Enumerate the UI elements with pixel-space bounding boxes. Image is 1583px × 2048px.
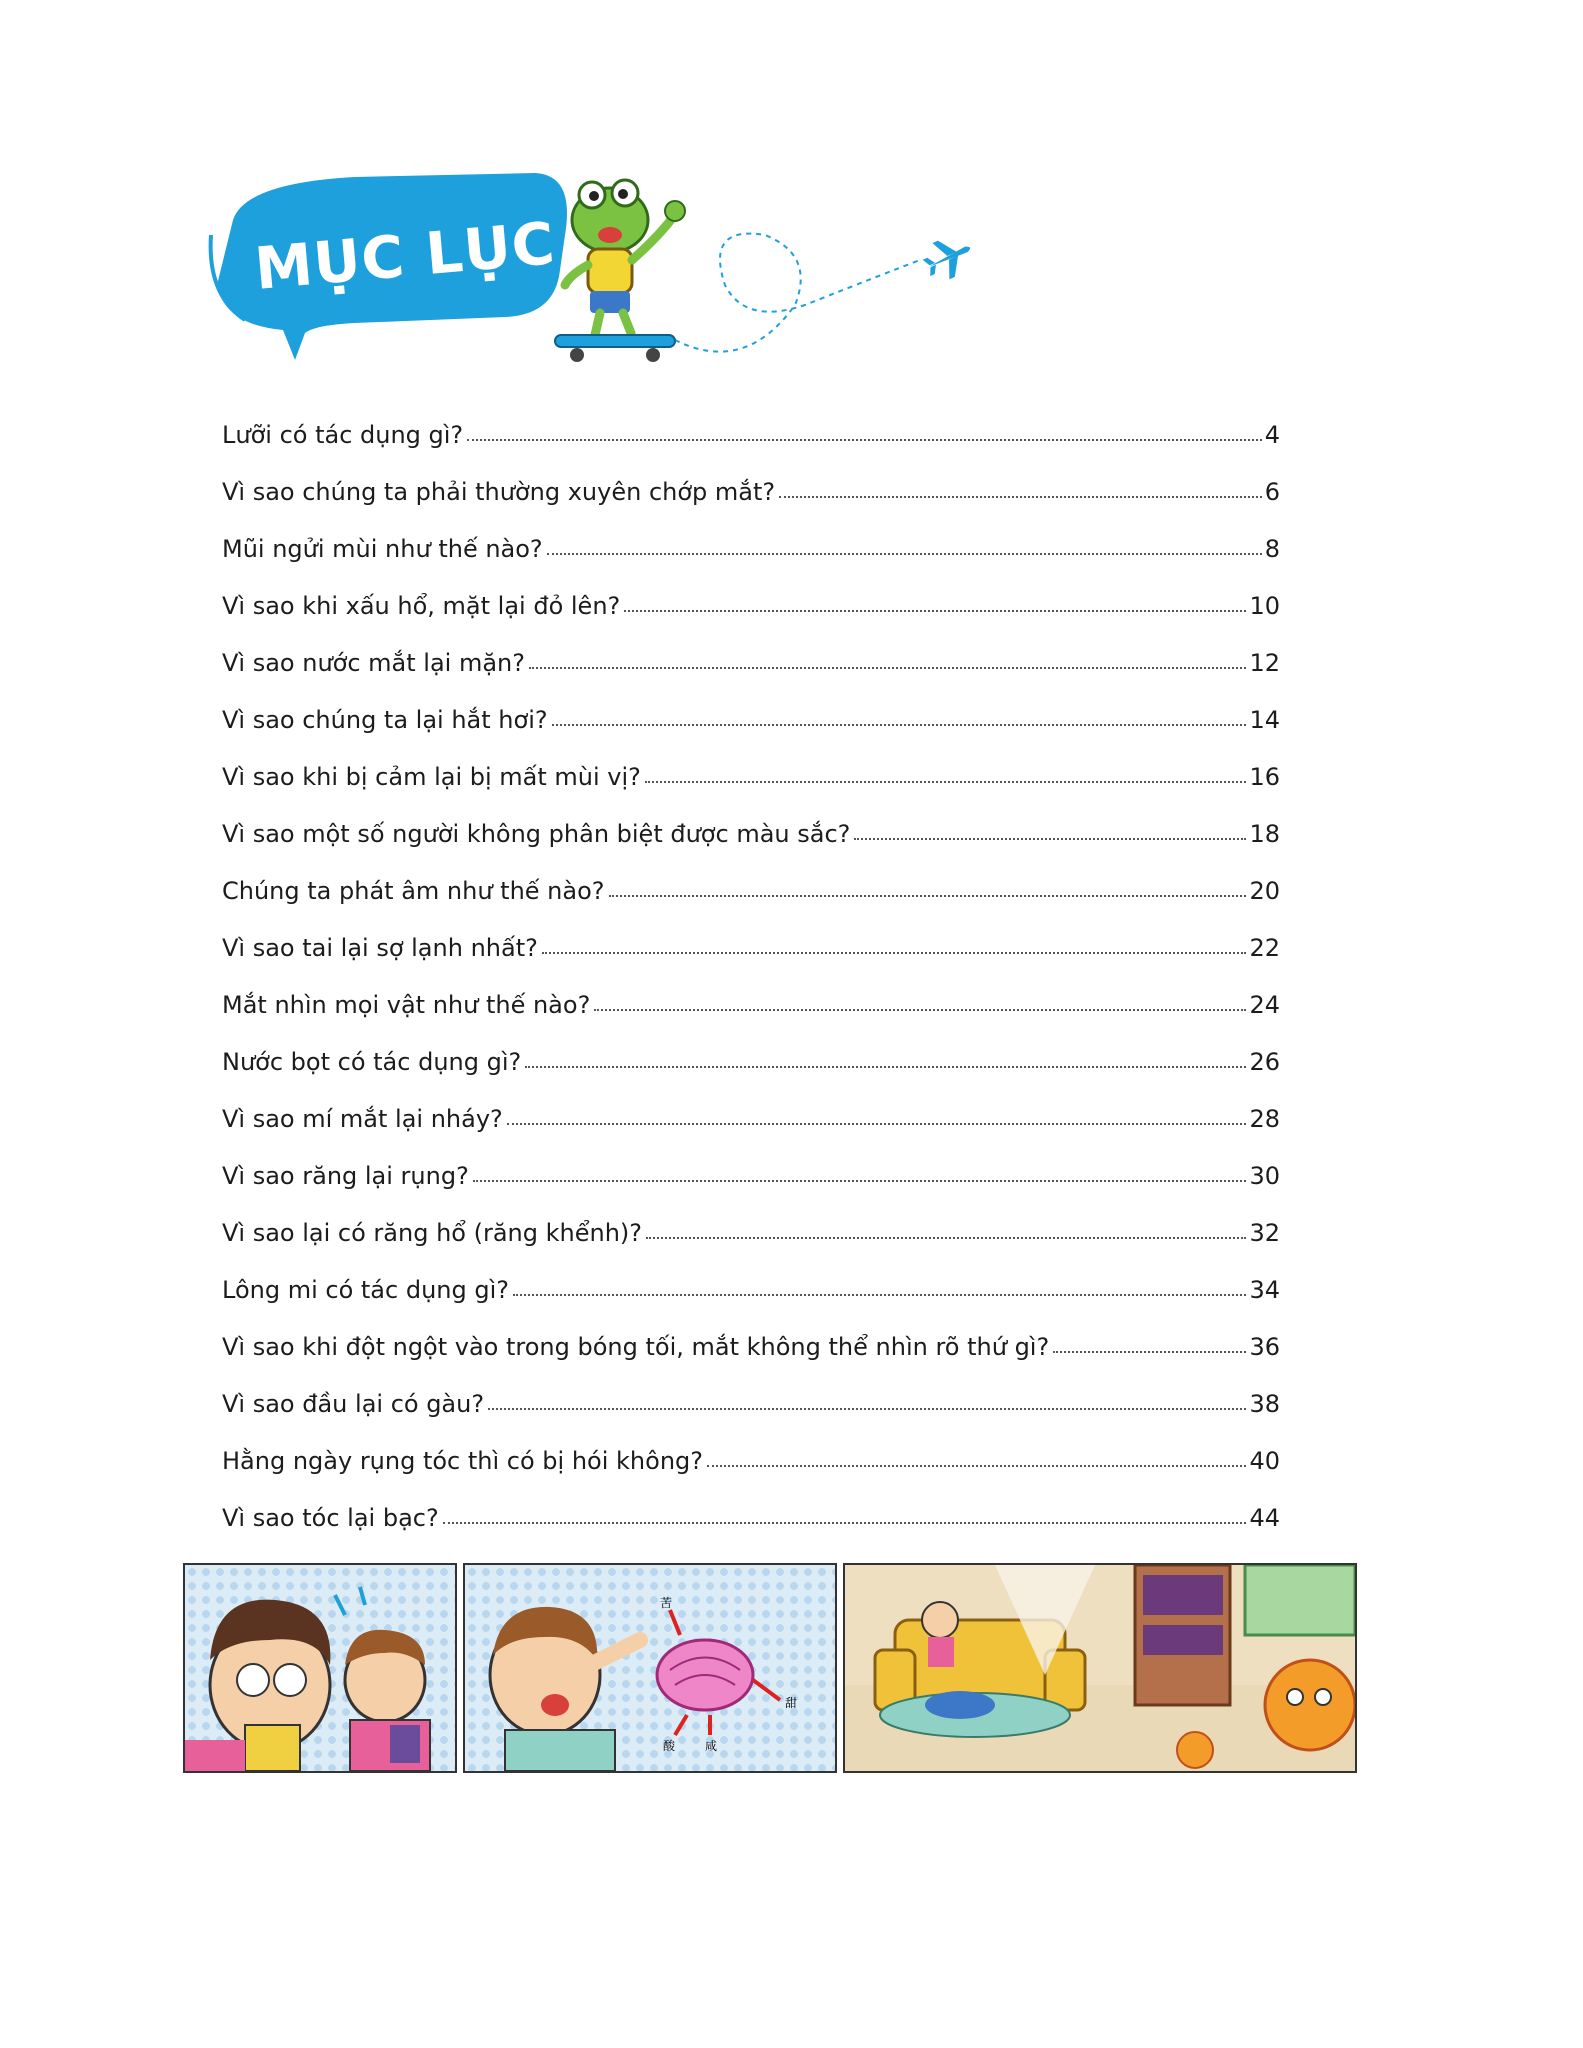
toc-entry-page: 12 [1249, 649, 1280, 677]
toc-dot-leader [529, 666, 1246, 669]
toc-entry[interactable] [222, 1475, 1280, 1532]
toc-dot-leader [513, 1293, 1246, 1296]
toc-entry-title: Vì sao chúng ta lại hắt hơi? [222, 706, 548, 734]
toc-entry-page: 38 [1249, 1390, 1280, 1418]
toc-dot-leader [542, 951, 1247, 954]
toc-entry[interactable] [222, 1418, 1280, 1475]
toc-entry-page: 34 [1249, 1276, 1280, 1304]
table-of-contents [222, 392, 1280, 1532]
toc-dot-leader [488, 1407, 1246, 1410]
toc-dot-leader [507, 1122, 1247, 1125]
toc-entry[interactable] [222, 734, 1280, 791]
tongue-label-bottom: 咸 [705, 1739, 718, 1753]
tongue-label-right: 甜 [785, 1696, 798, 1710]
toc-dot-leader [467, 438, 1262, 441]
toc-dot-leader [854, 837, 1246, 840]
toc-dot-leader [473, 1179, 1247, 1182]
toc-dot-leader [1053, 1350, 1246, 1353]
toc-entry-page: 30 [1249, 1162, 1280, 1190]
toc-entry[interactable] [222, 506, 1280, 563]
toc-entry-title: Vì sao tóc lại bạc? [222, 1504, 439, 1532]
toc-entry-title: Vì sao lại có răng hổ (răng khểnh)? [222, 1219, 642, 1247]
toc-dot-leader [443, 1521, 1247, 1524]
toc-entry-page: 44 [1249, 1504, 1280, 1532]
toc-entry[interactable] [222, 1361, 1280, 1418]
toc-entry-title: Hằng ngày rụng tóc thì có bị hói không? [222, 1447, 704, 1475]
toc-dot-leader [624, 609, 1246, 612]
toc-dot-leader [609, 894, 1247, 897]
toc-entry[interactable] [222, 677, 1280, 734]
toc-dot-leader [547, 552, 1262, 555]
toc-entry-page: 16 [1249, 763, 1280, 791]
toc-entry[interactable] [222, 1304, 1280, 1361]
toc-entry[interactable] [222, 1190, 1280, 1247]
toc-entry-title: Vì sao khi bị cảm lại bị mất mùi vị? [222, 763, 641, 791]
toc-entry[interactable] [222, 563, 1280, 620]
toc-entry[interactable] [222, 620, 1280, 677]
toc-entry-page: 4 [1264, 421, 1280, 449]
toc-entry-title: Lông mi có tác dụng gì? [222, 1276, 509, 1304]
toc-entry-title: Vì sao đầu lại có gàu? [222, 1390, 485, 1418]
toc-entry-title: Vì sao mí mắt lại nháy? [222, 1105, 503, 1133]
comic-panel-surprised-kids [183, 1563, 457, 1773]
toc-entry-title: Mũi ngửi mùi như thế nào? [222, 535, 543, 563]
toc-entry[interactable] [222, 1247, 1280, 1304]
toc-entry-title: Vì sao nước mắt lại mặn? [222, 649, 525, 677]
toc-entry[interactable] [222, 848, 1280, 905]
toc-entry-page: 10 [1249, 592, 1280, 620]
tongue-label-top: 苦 [660, 1596, 673, 1610]
toc-entry[interactable] [222, 1019, 1280, 1076]
comic-panel-living-room [843, 1563, 1357, 1773]
toc-entry-title: Vì sao khi đột ngột vào trong bóng tối, mắt không thể nhìn rõ thứ gì? [222, 1333, 1050, 1361]
frog-mascot-icon [565, 180, 685, 335]
toc-header [205, 165, 1005, 405]
toc-entry-page: 20 [1249, 877, 1280, 905]
toc-entry-title: Lưỡi có tác dụng gì? [222, 421, 464, 449]
toc-entry-page: 6 [1264, 478, 1280, 506]
toc-dot-leader [645, 780, 1247, 783]
toc-dot-leader [779, 495, 1262, 498]
toc-entry-title: Vì sao chúng ta phải thường xuyên chớp mắt? [222, 478, 776, 506]
toc-entry-title: Vì sao một số người không phân biệt được màu sắc? [222, 820, 851, 848]
airplane-icon [918, 230, 978, 287]
toc-dot-leader [552, 723, 1247, 726]
toc-entry-title: Vì sao tai lại sợ lạnh nhất? [222, 934, 538, 962]
toc-dot-leader [707, 1464, 1246, 1467]
toc-entry-page: 40 [1249, 1447, 1280, 1475]
toc-entry[interactable] [222, 1076, 1280, 1133]
skateboard-icon [555, 335, 675, 362]
toc-entry-page: 24 [1249, 991, 1280, 1019]
toc-entry-page: 8 [1264, 535, 1280, 563]
toc-entry-page: 32 [1249, 1219, 1280, 1247]
toc-entry-page: 28 [1249, 1105, 1280, 1133]
toc-entry-page: 36 [1249, 1333, 1280, 1361]
toc-dot-leader [525, 1065, 1246, 1068]
toc-entry-title: Vì sao khi xấu hổ, mặt lại đỏ lên? [222, 592, 621, 620]
toc-entry[interactable] [222, 1133, 1280, 1190]
toc-entry[interactable] [222, 449, 1280, 506]
toc-entry-page: 18 [1249, 820, 1280, 848]
comic-panel-tongue-taste [463, 1563, 837, 1773]
flight-path [675, 234, 920, 352]
toc-entry-page: 26 [1249, 1048, 1280, 1076]
toc-entry[interactable] [222, 791, 1280, 848]
toc-entry-title: Mắt nhìn mọi vật như thế nào? [222, 991, 591, 1019]
toc-entry[interactable] [222, 962, 1280, 1019]
toc-entry[interactable] [222, 392, 1280, 449]
tongue-label-left: 酸 [663, 1739, 676, 1753]
toc-entry-title: Vì sao răng lại rụng? [222, 1162, 469, 1190]
toc-dot-leader [646, 1236, 1246, 1239]
toc-entry-title: Nước bọt có tác dụng gì? [222, 1048, 522, 1076]
toc-entry[interactable] [222, 905, 1280, 962]
page-title: MỤC LỤC [252, 209, 558, 303]
comic-strip [183, 1563, 1363, 1773]
toc-entry-page: 14 [1249, 706, 1280, 734]
toc-entry-page: 22 [1249, 934, 1280, 962]
toc-dot-leader [594, 1008, 1246, 1011]
toc-entry-title: Chúng ta phát âm như thế nào? [222, 877, 605, 905]
